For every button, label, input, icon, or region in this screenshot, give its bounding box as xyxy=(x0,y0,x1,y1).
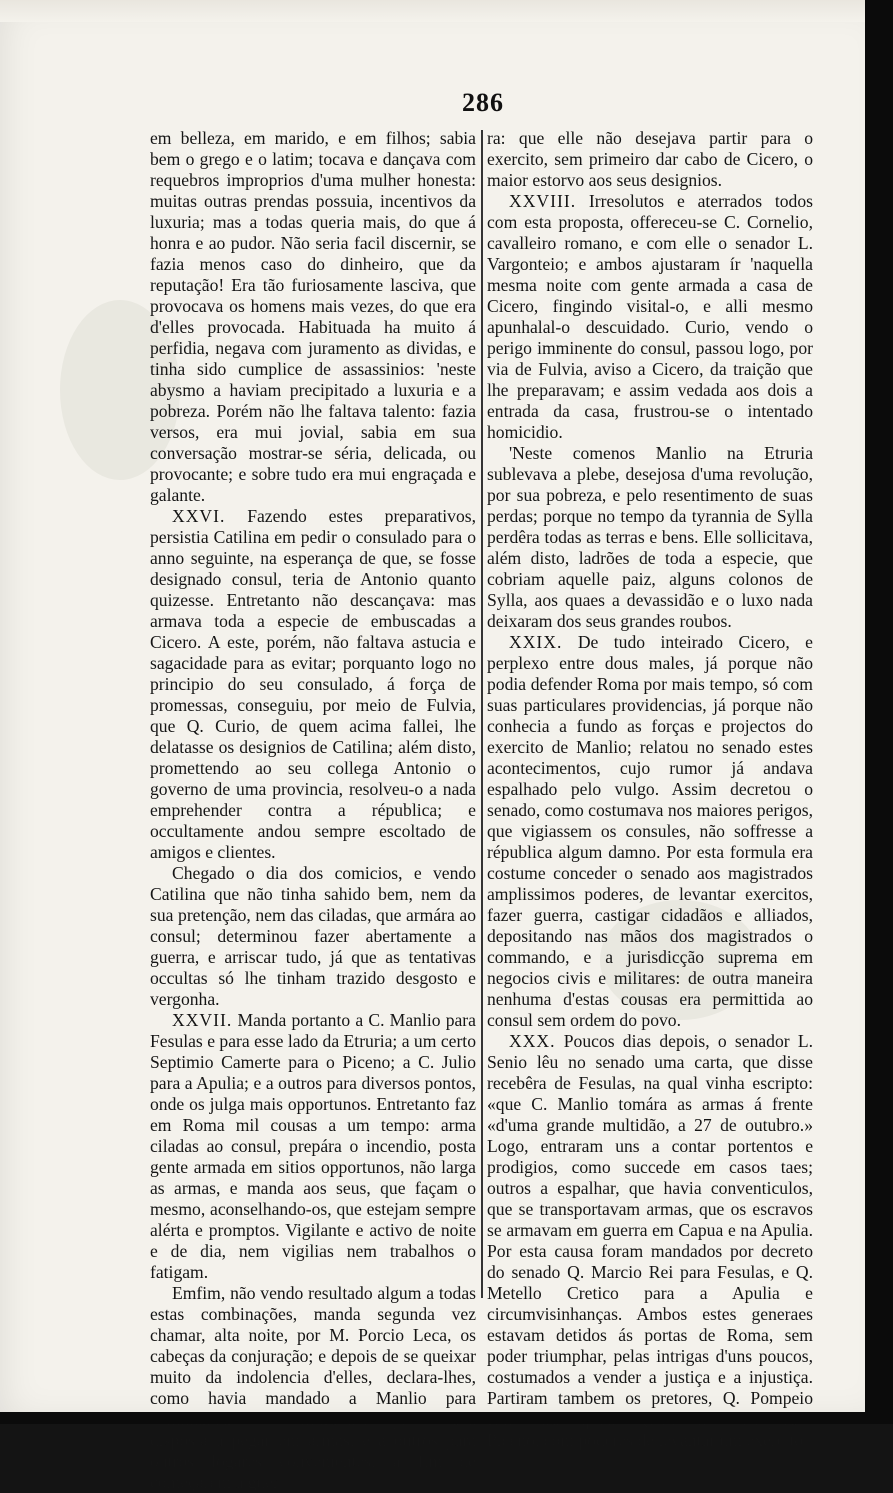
paragraph-text: Emfim, não vendo resultado algum a todas estas combinações, manda segunda vez chamar, alta noite, por M. Porcio Leca, os cabeças da conjuração; e depois de se queixar muito da indolencia d'elles, declara-lhes, como havia mandado a Manlio para disposta a pegar em armas, e a outros para outros logares convenientes, a fim de começarem a guer- xyxy=(150,1283,476,1492)
section-number: XXIX. xyxy=(509,632,563,652)
column-divider xyxy=(481,130,483,1298)
section-number: XXVIII. xyxy=(509,191,577,211)
paragraph xyxy=(150,506,476,863)
paragraph xyxy=(150,863,476,1010)
paragraph xyxy=(487,191,813,443)
paragraph xyxy=(487,1031,813,1451)
paragraph xyxy=(150,1010,476,1283)
paragraph-text: De tudo inteirado Cicero, e perplexo entre dous males, já porque não podia defender Roma por mais tempo, só com suas particulares providencias, já porque não conhecia a fundo as forças e projectos do exercito de Manlio; relatou no senado estes acontecimentos, cujo rumor já andava espalhado pelo vulgo. Assim decretou o senado, como costumava nos maiores perigos, que vigiassem os consules, não soffresse a républica algum damno. Por esta formula era costume conceder o senado aos magistrados amplissimos poderes, de levantar exercitos, fazer guerra, castigar cidadãos e alliados, depositando nas mãos dos magistrados o commando, e a jurisdicção suprema em negocios civis e militares: de outra maneira nenhuma d'estas cousas era permittida ao consul sem ordem do povo. xyxy=(487,632,813,1030)
section-number: XXVI. xyxy=(172,506,226,526)
paragraph-text: em belleza, em marido, e em filhos; sabia bem o grego e o latim; tocava e dançava com requebros improprios d'uma mulher honesta: muitas outras prendas possuia, incentivos da luxuria; mas a todas queria mais, do que á honra e ao pudor. Não seria facil discernir, se fazia menos caso do dinheiro, que da reputação! Era tão furiosamente lasciva, que provocava os homens mais vezes, do que era d'elles provocada. Habituada ha muito á perfidia, negava com juramento as dividas, e tinha sido cumplice de assassinios: 'neste abysmo a haviam precipitado a luxuria e a pobreza. Porém não lhe faltava talento: fazia versos, era mui jovial, sabia em sua conversação mostrar-se séria, delicada, ou provocante; e sobre tudo era mui engraçada e galante. xyxy=(150,128,476,505)
paragraph-text: Chegado o dia dos comicios, e vendo Catilina que não tinha sahido bem, nem da sua pretenção, nem das ciladas, que armára ao consul; determinou fazer abertamente a guerra, e arriscar tudo, já que as tentativas occultas só lhe tinham trazido desgosto e vergonha. xyxy=(150,863,476,1009)
paragraph xyxy=(150,1283,476,1493)
paragraph-text: 'Neste comenos Manlio na Etruria sublevava a plebe, desejosa d'uma revolução, por sua pobreza, e pelo resentimento de suas perdas; porque no tempo da tyrannia de Sylla perdêra todas as terras e bens. Elle sollicitava, além disto, ladrões de toda a especie, que cobriam aquelle paiz, alguns colonos de Sylla, aos quaes a devassidão e o luxo nada deixaram dos seus grandes roubos. xyxy=(487,443,813,631)
page-number: 286 xyxy=(462,88,504,117)
paragraph-text: ra: que elle não desejava partir para o exercito, sem primeiro dar cabo de Cicero, o maior estorvo aos seus designios. xyxy=(487,128,813,190)
paragraph-text: Poucos dias depois, o senador L. Senio lêu no senado uma carta, que disse recebêra de Fesulas, na qual vinha escripto: «que C. Manlio tomára as armas á frente «d'uma grande multidão, a 27 de outubro.» Logo, entraram uns a contar portentos e prodigios, como succede em casos taes; outros a espalhar, que havia conventiculos, que se transportavam armas, que os escravos se armavam em guerra em Capua e na Apulia. Por esta causa foram mandados por decreto do senado Q. Marcio Rei para Fesulas, e Q. Metello Cretico para a Apulia e circumvisinhanças. Ambos estes generaes estavam detidos ás portas de Roma, sem poder triumphar, pelas intrigas d'uns poucos, costumados a vender a justiça e a injustiça. Partiram tambem os pretores, Q. Pompeio Piceno, com poderes de levantar um exercito xyxy=(487,1031,813,1450)
left-column xyxy=(150,128,476,1493)
paragraph-text: Manda portanto a C. Manlio para Fesulas e para esse lado da Etruria; a um certo Septimio Camerte para o Piceno; a C. Julio para a Apulia; e a outros para diversos pontos, onde os julga mais opportunos. Entretanto faz em Roma mil cousas a um tempo: arma ciladas ao consul, prepára o incendio, posta gente armada em sitios opportunos, não larga as armas, e manda aos seus, que façam o mesmo, aconselhando-os, que estejam sempre alérta e promptos. Vigilante e activo de noite e de dia, nem vigilias nem trabalhos o fatigam. xyxy=(150,1010,476,1282)
page-bottom-shadow xyxy=(0,1412,893,1424)
page-top-edge xyxy=(0,0,893,22)
section-number: XXVII. xyxy=(172,1010,233,1030)
paragraph xyxy=(150,128,476,506)
paragraph xyxy=(487,443,813,632)
paragraph xyxy=(487,128,813,191)
paragraph-text: Irresolutos e aterrados todos com esta proposta, offereceu-se C. Cornelio, cavalleiro romano, e com elle o senador L. Vargonteio; e ambos ajustaram ír 'naquella mesma noite com gente armada a casa de Cicero, fingindo visital-o, e alli mesmo apunhalal-o descuidado. Curio, vendo o perigo imminente do consul, passou logo, por via de Fulvia, aviso a Cicero, da traição que lhe preparavam; e assim vedada aos dois a entrada da casa, frustrou-se o intentado homicidio. xyxy=(487,191,813,442)
right-column xyxy=(487,128,813,1451)
section-number: XXX. xyxy=(509,1031,556,1051)
binding-shadow xyxy=(865,0,893,1424)
paragraph xyxy=(487,632,813,1031)
paragraph-text: Fazendo estes preparativos, persistia Catilina em pedir o consulado para o anno seguinte, na esperança de que, se fosse designado consul, teria de Antonio quanto quizesse. Entretanto não descançava: mas armava toda a especie de embuscadas a Cicero. A este, porém, não faltava astucia e sagacidade para as evitar; porquanto logo no principio do seu consulado, á força de promessas, conseguiu, por meio de Fulvia, que Q. Curio, de quem acima fallei, lhe delatasse os designios de Catilina; além disto, promettendo ao seu collega Antonio o governo de uma provincia, resolveu-o a nada emprehender contra a républica; e occultamente andou sempre escoltado de amigos e clientes. xyxy=(150,506,476,862)
